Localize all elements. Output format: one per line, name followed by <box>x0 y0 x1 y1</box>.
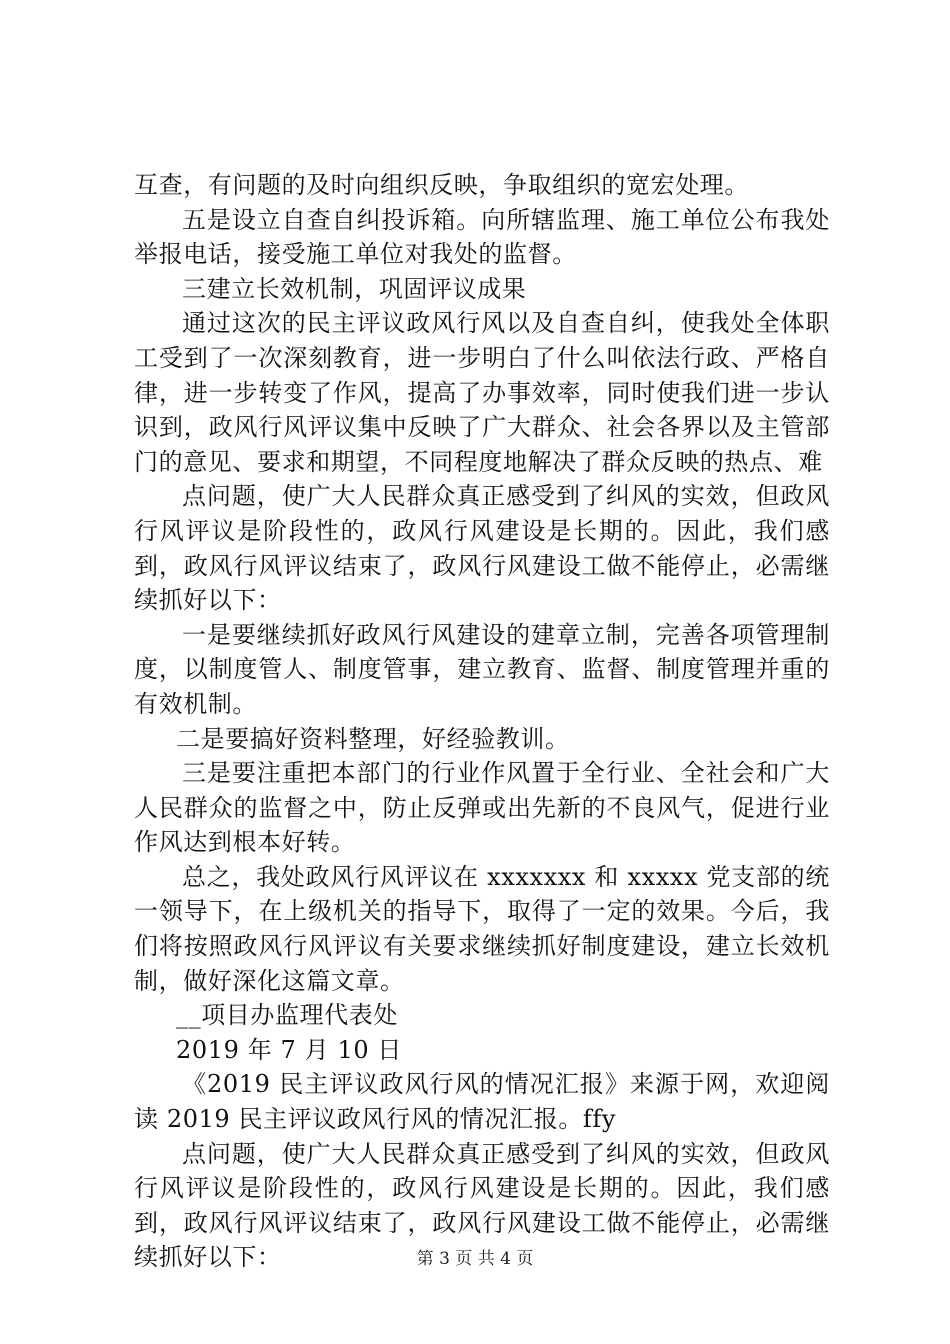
document-body <box>134 168 830 1275</box>
paragraph-review-results: 通过这次的民主评议政风行风以及自查自纠，使我处全体职工受到了一次深刻教育，进一步明白了什么叫依法行政、严格自律，进一步转变了作风，提高了办事效率，同时使我们进一步认识到，政风行风评议集中反映了广大群众、社会各界以及主管部门的意见、要求和期望，不同程度地解决了群众反映的热点、难 <box>134 309 830 476</box>
section-heading-long-term-mechanism: 三建立长效机制，巩固评议成果 <box>182 274 527 303</box>
paragraph-item-two: 二是要搞好资料整理，好经验教训。 <box>176 724 570 753</box>
paragraph-summary: 总之，我处政风行风评议在 xxxxxxx 和 xxxxx 党支部的统一领导下，在上级机关的指导下，取得了一定的效果。今后，我们将按照政风行风评议有关要求继续抓好制度建设，建立长效机制，做好深化这篇文章。 <box>134 862 830 995</box>
signature-date: 2019 年 7 月 10 日 <box>176 1035 403 1064</box>
paragraph-continuation: 互查，有问题的及时向组织反映，争取组织的宽宏处理。 <box>134 171 749 199</box>
paragraph-repeated: 点问题，使广大人民群众真正感受到了纠风的实效，但政风行风评议是阶段性的，政风行风建设是长期的。因此，我们感到，政风行风评议结束了，政风行风建设工做不能停止，必需继续抓好以下： <box>134 1139 830 1272</box>
paragraph-source-note: 《2019 民主评议政风行风的情况汇报》来源于网，欢迎阅读 2019 民主评议政风行风的情况汇报。ffy <box>134 1070 830 1134</box>
paragraph-item-one: 一是要继续抓好政风行风建设的建章立制，完善各项管理制度，以制度管人、制度管事，建立教育、监督、制度管理并重的有效机制。 <box>134 620 830 718</box>
paragraph-item-three: 三是要注重把本部门的行业作风置于全行业、全社会和广大人民群众的监督之中，防止反弹或出先新的不良风气，促进行业作风达到根本好转。 <box>134 759 830 857</box>
page-number-footer: 第 3 页 共 4 页 <box>416 1249 534 1269</box>
paragraph-complaint-box: 五是设立自查自纠投诉箱。向所辖监理、施工单位公布我处举报电话，接受施工单位对我处的监督。 <box>134 205 830 269</box>
signature-organization: __项目办监理代表处 <box>176 1001 398 1030</box>
paragraph-continue-work: 点问题，使广大人民群众真正感受到了纠风的实效，但政风行风评议是阶段性的，政风行风建设是长期的。因此，我们感到，政风行风评议结束了，政风行风建设工做不能停止，必需继续抓好以下： <box>134 482 830 615</box>
